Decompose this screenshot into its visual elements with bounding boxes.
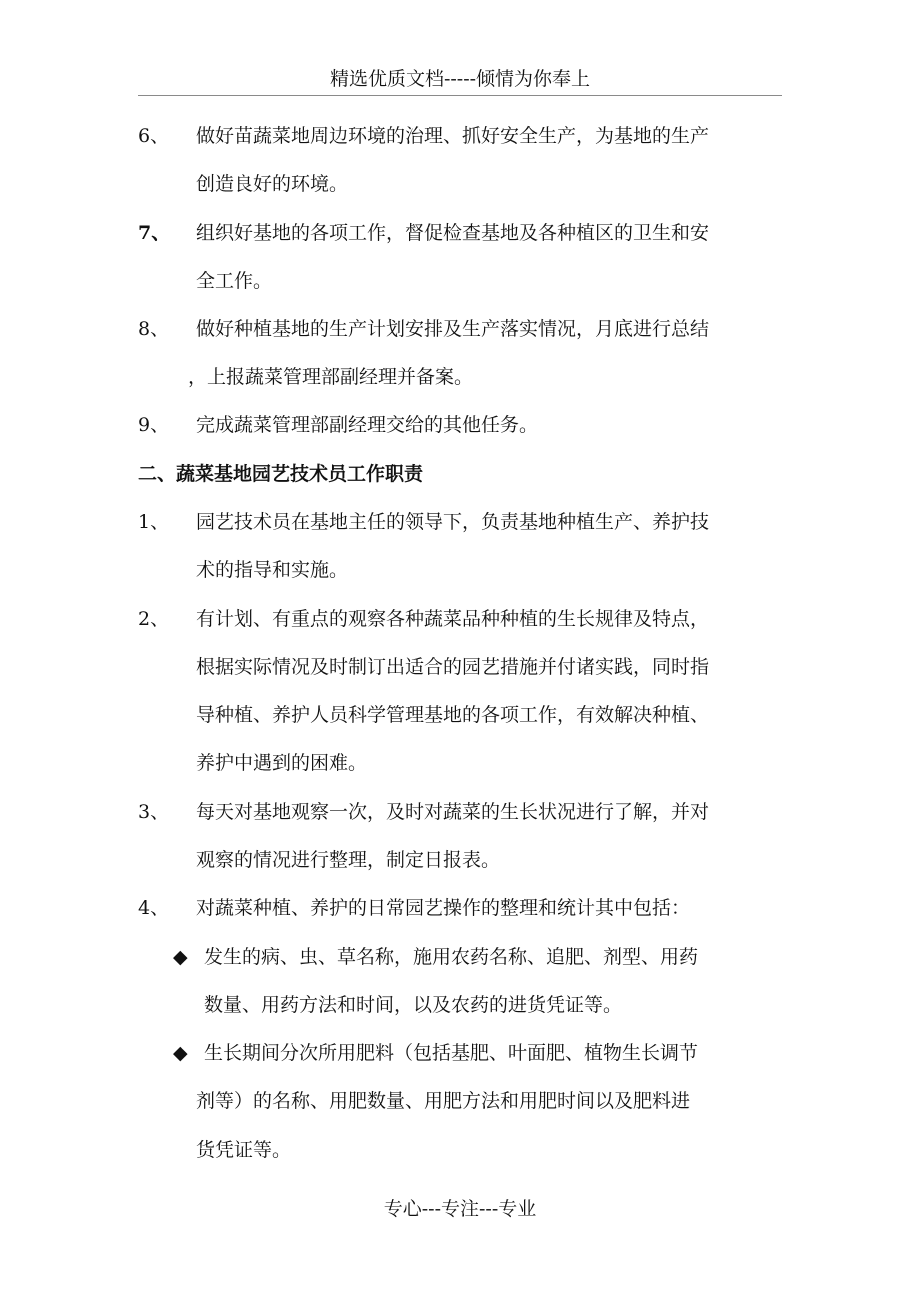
item-line: 货凭证等。	[196, 1139, 292, 1161]
diamond-bullet-icon: ◆	[173, 1042, 188, 1064]
item-line: 创造良好的环境。	[196, 173, 349, 195]
item-line: 每天对基地观察一次，及时对蔬菜的生长状况进行了解，并对	[196, 801, 710, 823]
item-number: 2、	[138, 608, 170, 630]
item-line: 根据实际情况及时制订出适合的园艺措施并付诸实践，同时指	[196, 656, 710, 678]
item-line: 组织好基地的各项工作，督促检查基地及各种植区的卫生和安	[196, 222, 710, 244]
item-number: 9、	[138, 414, 170, 436]
item-line: 全工作。	[196, 270, 273, 292]
section-heading: 二、蔬菜基地园艺技术员工作职责	[138, 463, 424, 485]
page-header: 精选优质文档-----倾情为你奉上	[329, 68, 591, 90]
item-line: 生长期间分次所用肥料（包括基肥、叶面肥、植物生长调节	[204, 1042, 699, 1064]
item-line: 养护中遇到的困难。	[196, 752, 368, 774]
item-line: 数量、用药方法和时间，以及农药的进货凭证等。	[204, 994, 623, 1016]
item-line: 对蔬菜种植、养护的日常园艺操作的整理和统计其中包括：	[196, 897, 691, 919]
item-line: 观察的情况进行整理，制定日报表。	[196, 849, 501, 871]
item-line: 园艺技术员在基地主任的领导下，负责基地种植生产、养护技	[196, 511, 710, 533]
item-line: 术的指导和实施。	[196, 559, 349, 581]
item-line: 完成蔬菜管理部副经理交给的其他任务。	[196, 414, 539, 436]
item-line: 做好种植基地的生产计划安排及生产落实情况，月底进行总结	[196, 318, 710, 340]
item-line: 剂等）的名称、用肥数量、用肥方法和用肥时间以及肥料进	[196, 1090, 691, 1112]
item-number: 4、	[138, 897, 170, 919]
item-line: 做好苗蔬菜地周边环境的治理、抓好安全生产，为基地的生产	[196, 125, 710, 147]
diamond-bullet-icon: ◆	[173, 946, 188, 968]
header-rule	[138, 95, 782, 96]
item-number: 6、	[138, 125, 170, 147]
page-footer: 专心---专注---专业	[383, 1198, 537, 1220]
item-line: 有计划、有重点的观察各种蔬菜品种种植的生长规律及特点，	[196, 608, 710, 630]
item-line: 导种植、养护人员科学管理基地的各项工作，有效解决种植、	[196, 704, 710, 726]
item-number: 7、	[138, 222, 171, 244]
item-line: 发生的病、虫、草名称，施用农药名称、追肥、剂型、用药	[204, 946, 699, 968]
item-number: 1、	[138, 511, 170, 533]
item-number: 3、	[138, 801, 170, 823]
item-line: ，上报蔬菜管理部副经理并备案。	[188, 366, 474, 388]
item-number: 8、	[138, 318, 170, 340]
